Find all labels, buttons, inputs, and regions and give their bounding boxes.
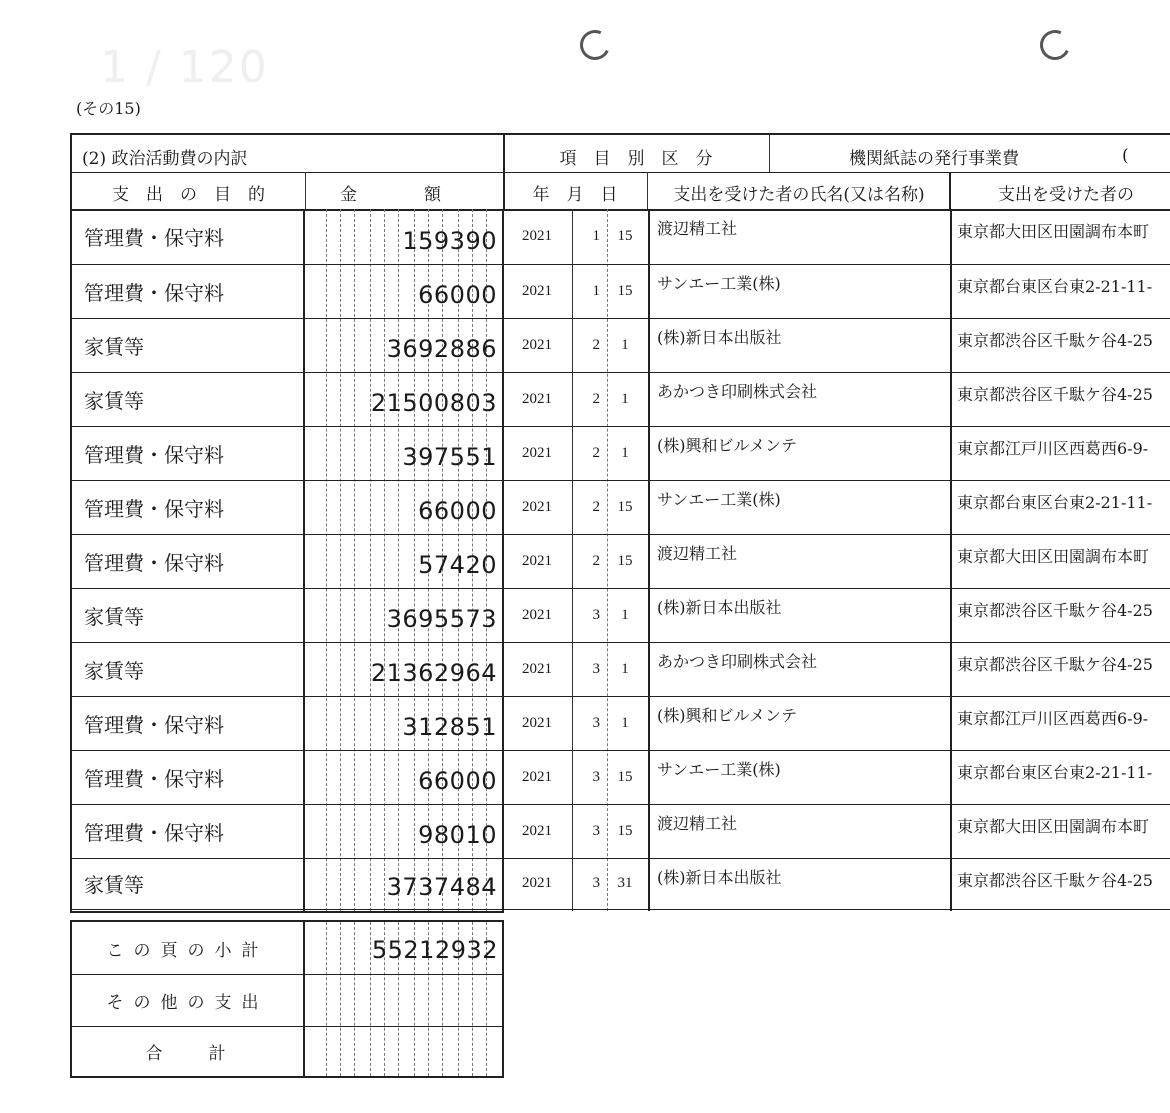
- row-purpose: 家賃等: [84, 604, 144, 629]
- row-amount: 3737484: [386, 872, 497, 901]
- table-row: [70, 318, 1170, 372]
- table-header: [70, 133, 1170, 211]
- row-day: 15: [617, 768, 633, 785]
- table-row: [70, 858, 1170, 909]
- category-label: 項 目 別 区 分: [559, 148, 713, 169]
- row-payee: あかつき印刷株式会社: [657, 382, 818, 401]
- row-payee: 渡辺精工社: [657, 814, 738, 833]
- row-address: 東京都渋谷区千駄ケ谷4-25: [957, 871, 1153, 890]
- row-amount: 21362964: [370, 659, 497, 687]
- row-purpose: 管理費・保守料: [84, 226, 224, 250]
- table-row: [70, 750, 1170, 804]
- row-address: 東京都台東区台東2-21-11-: [957, 277, 1153, 296]
- row-address: 東京都江戸川区西葛西6-9-: [957, 439, 1149, 458]
- row-address: 東京都大田区田園調布本町: [957, 817, 1150, 836]
- row-month: 2: [592, 390, 600, 407]
- table-row: [70, 534, 1170, 588]
- row-amount: 98010: [418, 821, 497, 849]
- row-year: 2021: [522, 336, 552, 353]
- row-month: 3: [592, 660, 600, 677]
- row-amount: 66000: [418, 281, 497, 309]
- row-month: 3: [592, 822, 600, 839]
- row-payee: (株)興和ビルメンテ: [657, 706, 798, 725]
- row-payee: (株)興和ビルメンテ: [657, 436, 798, 455]
- table-row: [70, 588, 1170, 642]
- row-address: 東京都渋谷区千駄ケ谷4-25: [957, 655, 1153, 674]
- row-purpose: 家賃等: [84, 658, 144, 683]
- subtotal-amount: 55212932: [371, 936, 498, 964]
- row-day: 15: [617, 228, 633, 244]
- row-purpose: 管理費・保守料: [84, 280, 224, 305]
- row-payee: あかつき印刷株式会社: [657, 652, 818, 671]
- row-address: 東京都渋谷区千駄ケ谷4-25: [957, 601, 1153, 620]
- row-year: 2021: [522, 768, 552, 785]
- row-amount: 397551: [402, 443, 497, 471]
- row-day: 1: [621, 714, 629, 731]
- row-address: 東京都渋谷区千駄ケ谷4-25: [957, 385, 1153, 404]
- table-body: [70, 209, 1170, 911]
- row-amount: 3692886: [386, 335, 497, 363]
- row-day: 15: [617, 498, 633, 515]
- row-year: 2021: [522, 390, 552, 407]
- row-address: 東京都江戸川区西葛西6-9-: [957, 709, 1149, 728]
- row-address: 東京都渋谷区千駄ケ谷4-25: [957, 331, 1153, 350]
- row-day: 1: [621, 336, 629, 353]
- row-purpose: 家賃等: [84, 873, 144, 897]
- row-year: 2021: [522, 282, 552, 299]
- total-label: 合 計: [145, 1043, 230, 1064]
- category-value: 機関紙誌の発行事業費: [849, 148, 1019, 169]
- row-day: 1: [621, 660, 629, 677]
- row-day: 1: [621, 606, 629, 623]
- row-payee: サンエー工業(株): [657, 490, 781, 509]
- row-amount: 66000: [418, 497, 497, 525]
- col-header-amount: 額: [424, 184, 441, 205]
- row-payee: (株)新日本出版社: [657, 328, 782, 347]
- subtotal-label: この頁の小計: [106, 940, 269, 961]
- other-expense-label: その他の支出: [106, 992, 269, 1013]
- row-amount: 159390: [402, 226, 497, 255]
- row-year: 2021: [522, 875, 552, 891]
- row-address: 東京都台東区台東2-21-11-: [957, 763, 1153, 782]
- row-year: 2021: [522, 606, 552, 623]
- row-payee: 渡辺精工社: [657, 219, 738, 238]
- row-address: 東京都大田区田園調布本町: [957, 222, 1150, 241]
- row-purpose: 管理費・保守料: [84, 496, 224, 521]
- other-expense-amount: [305, 978, 502, 1026]
- row-purpose: 管理費・保守料: [84, 712, 224, 737]
- row-payee: 渡辺精工社: [657, 544, 738, 563]
- table-row: [70, 480, 1170, 534]
- table-row: [70, 426, 1170, 480]
- row-payee: サンエー工業(株): [657, 274, 781, 293]
- category-paren: (: [1122, 146, 1129, 166]
- col-header-address: 支出を受けた者の: [998, 184, 1134, 205]
- row-purpose: 管理費・保守料: [84, 442, 224, 467]
- row-amount: 21500803: [370, 389, 497, 417]
- table-row: [70, 696, 1170, 750]
- row-day: 15: [617, 282, 633, 299]
- row-month: 3: [592, 768, 600, 785]
- row-year: 2021: [522, 444, 552, 461]
- row-month: 2: [592, 552, 600, 569]
- row-address: 東京都台東区台東2-21-11-: [957, 493, 1153, 512]
- row-year: 2021: [522, 552, 552, 569]
- col-header-amount: 金: [340, 184, 357, 205]
- row-day: 1: [621, 444, 629, 461]
- row-purpose: 管理費・保守料: [84, 766, 224, 791]
- row-month: 2: [592, 444, 600, 461]
- row-year: 2021: [522, 498, 552, 515]
- row-purpose: 管理費・保守料: [84, 550, 224, 575]
- row-day: 31: [617, 875, 633, 891]
- row-month: 2: [592, 336, 600, 353]
- row-month: 1: [592, 228, 600, 244]
- row-purpose: 家賃等: [84, 334, 144, 359]
- row-address: 東京都大田区田園調布本町: [957, 547, 1150, 566]
- page-watermark: 1 / 120: [100, 42, 269, 93]
- row-amount: 66000: [418, 767, 497, 795]
- row-month: 3: [592, 875, 600, 891]
- row-year: 2021: [522, 822, 552, 839]
- row-payee: (株)新日本出版社: [657, 868, 782, 887]
- row-amount: 57420: [418, 551, 497, 579]
- summary-table: [70, 920, 504, 1078]
- punch-hole-icon: [1036, 26, 1074, 64]
- table-row: [70, 804, 1170, 858]
- col-header-payee: 支出を受けた者の氏名(又は名称): [673, 184, 925, 205]
- section-title: (2) 政治活動費の内訳: [82, 148, 248, 169]
- total-amount: [305, 1030, 502, 1076]
- table-row: [70, 264, 1170, 318]
- row-purpose: 家賃等: [84, 388, 144, 413]
- row-payee: (株)新日本出版社: [657, 598, 782, 617]
- table-row: [70, 209, 1170, 264]
- row-year: 2021: [522, 228, 552, 244]
- row-day: 1: [621, 390, 629, 407]
- row-month: 3: [592, 606, 600, 623]
- row-payee: サンエー工業(株): [657, 760, 781, 779]
- row-amount: 312851: [402, 713, 497, 741]
- table-row: [70, 642, 1170, 696]
- page-number-label: (その15): [76, 99, 141, 118]
- punch-hole-icon: [576, 26, 614, 64]
- row-month: 1: [592, 282, 600, 299]
- row-month: 3: [592, 714, 600, 731]
- row-month: 2: [592, 498, 600, 515]
- row-day: 15: [617, 552, 633, 569]
- table-row: [70, 372, 1170, 426]
- col-header-date: 年 月 日: [532, 184, 618, 205]
- row-year: 2021: [522, 714, 552, 731]
- row-year: 2021: [522, 660, 552, 677]
- row-purpose: 管理費・保守料: [84, 820, 224, 845]
- col-header-purpose: 支 出 の 目 的: [112, 184, 265, 205]
- row-amount: 3695573: [386, 605, 497, 633]
- row-day: 15: [617, 822, 633, 839]
